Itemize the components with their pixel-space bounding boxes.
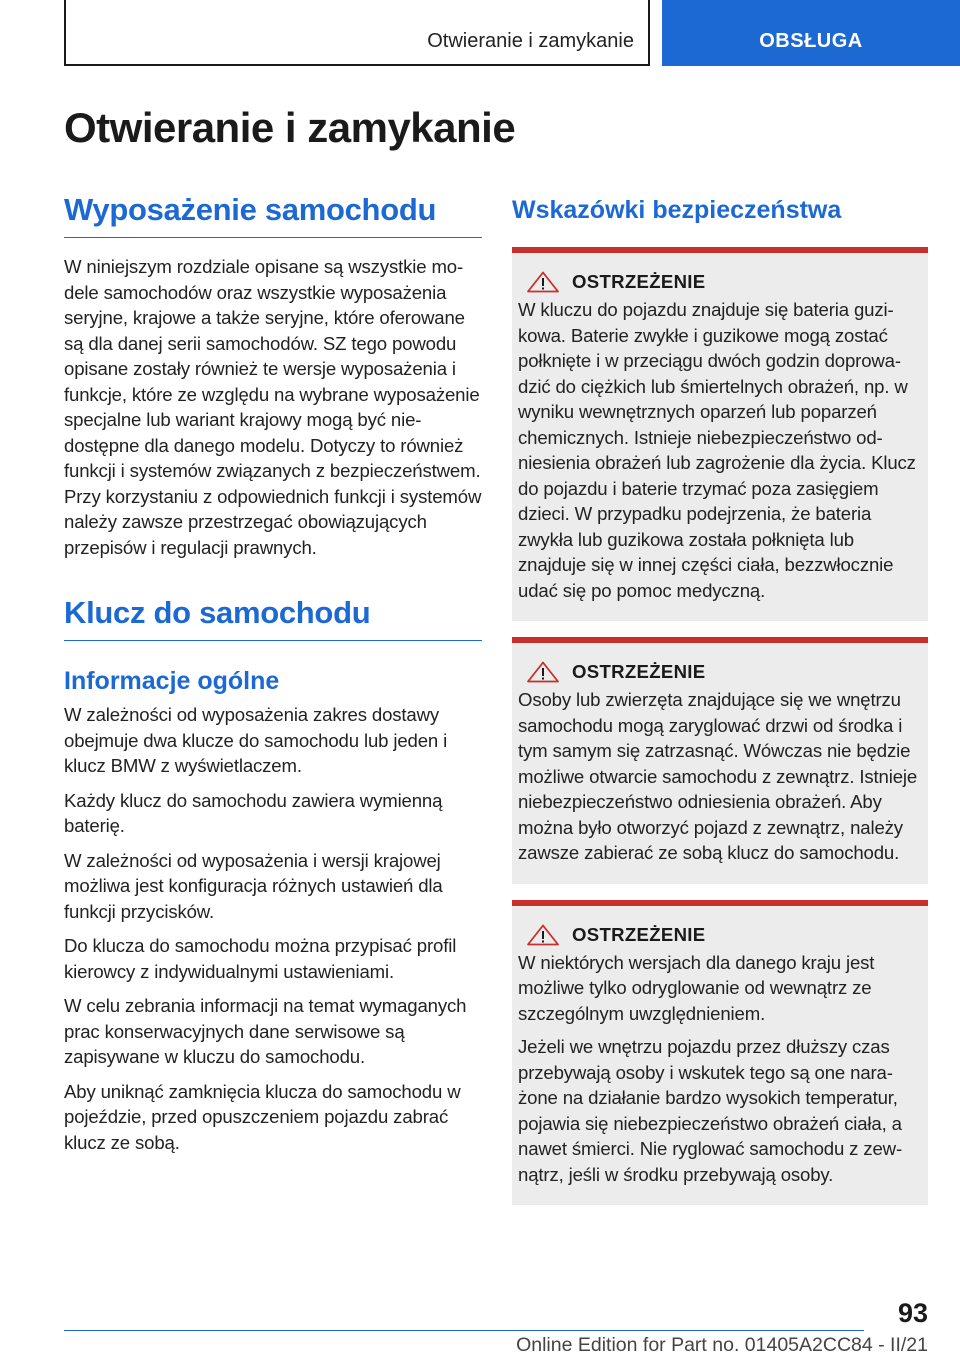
equipment-text: W niniejszym rozdziale opisane są wszystkie modele samochodów oraz wszystkie wyposażenia seryjne, krajowe a także seryjne, które oferowane są dla danej serii samochodów. SZ tego powodu opisane zostały również te wersje wyposażenia i funkcje, które ze względu na wybrane wyposażenie specjalne lub wariant krajowy mogą być niedostępne dla danego modelu. Dotyczy to również funkcji i systemów związanych z bezpieczeństwem. Przy korzystaniu z odpowiednich funkcji i systemów należy zawsze przestrzegać obowiązujących przepisów i regulacji prawnych.	[64, 256, 482, 558]
equipment-heading: Wyposażenie samochodu	[64, 192, 482, 238]
warning-triangle-icon	[526, 271, 560, 293]
header-section-title: Otwieranie i zamykanie	[427, 30, 634, 52]
footer-divider	[64, 1330, 864, 1331]
warning-box	[512, 637, 928, 884]
warning-label: OSTRZEŻENIE	[572, 661, 706, 682]
warning-text: Jeżeli we wnętrzu pojazdu przez dłuższy czas przebywają osoby i wskutek tego są one narażone na działanie bardzo wysokich temperatur, pojawia się niebezpieczeństwo obrażeń ciała, a nawet śmierci. Nie ryglować samochodu z zewnątrz, jeśli w środku przebywają osoby.	[518, 1036, 903, 1185]
warning-label: OSTRZEŻENIE	[572, 923, 706, 945]
footer-edition: Online Edition for Part no. 01405A2CC84 - II/21	[516, 1334, 928, 1356]
warning-text: W niektórych wersjach dla danego kraju jest możliwe tylko odryglowanie od wewnątrz ze szczególnym uwzględnieniem.	[518, 951, 875, 1024]
warning-label: OSTRZEŻENIE	[572, 271, 706, 292]
warning-text: Osoby lub zwierzęta znajdujące się we wnętrzu samochodu mogą zaryglować drzwi od środka i tym samym się zatrzasnąć. Wówczas nie będzie możliwe otwarcie samochodu z zewnątrz. Istnieje niebezpieczeństwo odniesienia obrażeń. Aby można było otworzyć pojazd z zewnątrz, należy zawsze zabierać ze sobą klucz do samochodu.	[518, 689, 918, 863]
general-paragraph: Aby uniknąć zamknięcia klucza do samochodu w pojeździe, przed opuszczeniem pojazdu zabrać klucz ze sobą.	[64, 1080, 461, 1153]
general-paragraph: W zależności od wyposażenia zakres dostawy obejmuje dwa klucze do samochodu lub jeden i klucz BMW z wyświetlaczem.	[64, 704, 448, 776]
warning-box	[512, 247, 928, 621]
header-frame	[64, 0, 650, 66]
general-info-heading: Informacje ogólne	[64, 667, 280, 695]
warning-triangle-icon	[526, 924, 560, 946]
warning-triangle-icon	[526, 661, 560, 683]
general-paragraph: W zależności od wyposażenia i wersji krajowej możliwa jest konfiguracja różnych ustawień dla funkcji przycisków.	[64, 849, 443, 922]
page-number: 93	[897, 1298, 928, 1328]
page-title: Otwieranie i zamykanie	[64, 104, 516, 151]
key-heading: Klucz do samochodu	[64, 595, 482, 641]
general-paragraph: Każdy klucz do samochodu zawiera wymienną baterię.	[64, 789, 443, 836]
general-paragraph: Do klucza do samochodu można przypisać profil kierowcy z indywidualnymi ustawieniami.	[64, 935, 457, 982]
warning-box	[512, 900, 928, 1206]
header-tab-obsluga[interactable]: OBSŁUGA	[662, 0, 960, 66]
safety-heading: Wskazówki bezpieczeństwa	[512, 196, 842, 224]
left-column	[64, 192, 482, 1164]
general-paragraph: W celu zebrania informacji na temat wymaganych prac konserwacyjnych dane serwisowe są zapisywane w kluczu do samochodu.	[64, 995, 467, 1067]
right-column	[512, 192, 928, 1221]
warning-text: W kluczu do pojazdu znajduje się bateria guzikowa. Baterie zwykłe i guzikowe mogą zostać połknięte i w przeciągu dwóch godzin doprowadzić do ciężkich lub śmiertelnych obrażeń, np. w wyniku wewnętrznych oparzeń lub poparzeń chemicznych. Istnieje niebezpieczeństwo odniesienia obrażeń lub zagrożenie dla życia. Klucz do pojazdu i baterie trzymać poza zasięgiem dzieci. W przypadku podejrzenia, że bateria zwykła lub guzikowa została połknięta lub znajduje się w innej części ciała, bezzwłocznie udać się po pomoc medyczną.	[518, 299, 916, 601]
